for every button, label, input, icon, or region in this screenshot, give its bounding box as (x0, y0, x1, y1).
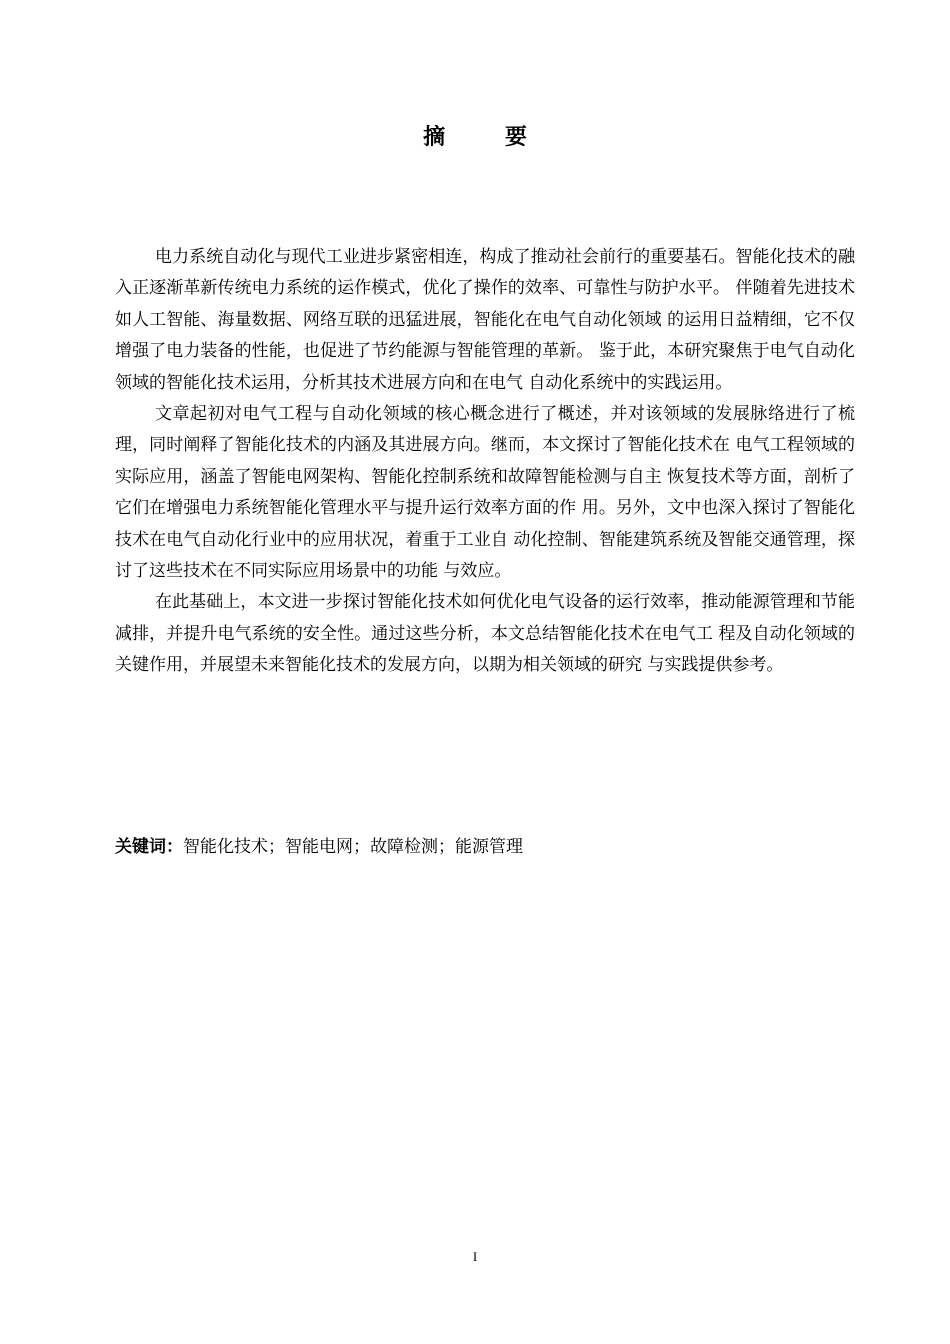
keywords-list: 智能化技术；智能电网；故障检测；能源管理 (183, 837, 523, 857)
abstract-paragraph-1: 电力系统自动化与现代工业进步紧密相连，构成了推动社会前行的重要基石。智能化技术的融入正逐渐革新传统电力系统的运作模式，优化了操作的效率、可靠性与防护水平。 伴随着先进技术如人工智能、海量数据、网络互联的迅猛进展，智能化在电气自动化领域 的运用日益精细，它不仅增强了电力装备的性能，也促进了节约能源与智能管理的革新。 鉴于此，本研究聚焦于电气自动化领域的智能化技术运用，分析其技术进展方向和在电气 自动化系统中的实践运用。 (115, 247, 855, 393)
abstract-paragraph-3: 在此基础上，本文进一步探讨智能化技术如何优化电气设备的运行效率，推动能源管理和节能减排，并提升电气系统的安全性。通过这些分析，本文总结智能化技术在电气工 程及自动化领域的关键作用，并展望未来智能化技术的发展方向，以期为相关领域的研究 与实践提供参考。 (115, 592, 855, 676)
abstract-body (115, 242, 855, 682)
abstract-title: 摘 要 (423, 125, 553, 150)
page-number: I (472, 1249, 478, 1264)
abstract-paragraph-2: 文章起初对电气工程与自动化领域的核心概念进行了概述，并对该领域的发展脉络进行了梳理，同时阐释了智能化技术的内涵及其进展方向。继而，本文探讨了智能化技术在 电气工程领域的实际应用，涵盖了智能电网架构、智能化控制系统和故障智能检测与自主 恢复技术等方面，剖析了它们在增强电力系统智能化管理水平与提升运行效率方面的作 用。另外，文中也深入探讨了智能化技术在电气自动化行业中的应用状况，着重于工业自 动化控制、智能建筑系统及智能交通管理，探讨了这些技术在不同实际应用场景中的功能 与效应。 (115, 404, 855, 582)
keywords-line (115, 833, 855, 861)
keywords-label: 关键词： (115, 837, 183, 857)
